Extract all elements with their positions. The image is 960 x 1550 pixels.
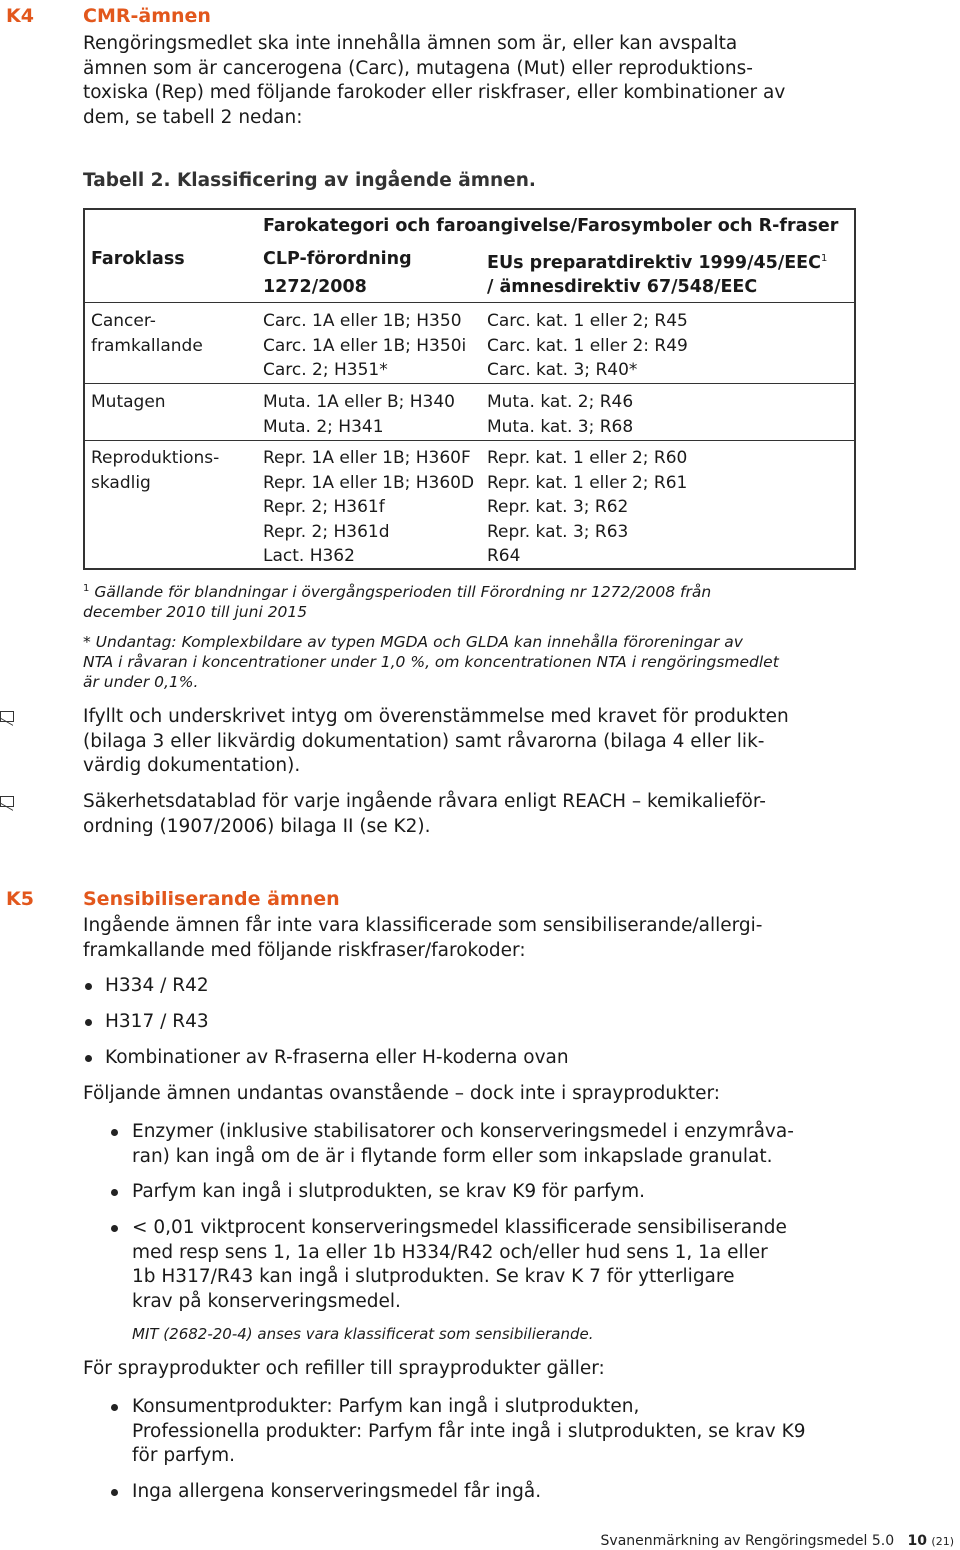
- row-class-repro: [91, 446, 219, 495]
- k5-intro-line: framkallande med följande riskfraser/farokoder:: [83, 939, 526, 961]
- table-caption: Tabell 2. Klassificering av ingående ämnen.: [83, 170, 536, 191]
- exception-item: [132, 1120, 794, 1169]
- bullet-icon: [85, 983, 92, 990]
- cell-text: Repr. kat. 1 eller 2; R60: [487, 448, 688, 468]
- k5-intro: [83, 914, 762, 963]
- col-header-clp: CLP-förordning: [263, 249, 412, 269]
- row-eu-cancer: [487, 309, 688, 383]
- bullet-icon: [111, 1489, 118, 1496]
- spray-line: för parfym.: [132, 1445, 236, 1466]
- cell-text: Muta. kat. 2; R46: [487, 392, 634, 412]
- cell-text: Repr. kat. 1 eller 2; R61: [487, 472, 688, 493]
- k4-intro-line: Rengöringsmedlet ska inte innehålla ämnen som är, eller kan avspalta: [83, 33, 738, 54]
- requirement-line: Ifyllt och underskrivet intyg om överenstämmelse med kravet för produkten: [83, 706, 789, 727]
- section-title-k5: Sensibiliserande ämnen: [83, 888, 340, 910]
- cell-text: Lact. H362: [263, 546, 355, 566]
- cell-text: Reproduktions-: [91, 448, 220, 468]
- cell-text: Muta. 1A eller B; H340: [263, 392, 455, 412]
- cell-text: Carc. kat. 3; R40*: [487, 360, 638, 380]
- footnote-ref: 1: [820, 253, 828, 264]
- cell-text: Carc. 2; H351*: [263, 360, 388, 380]
- col-header-eu-directive: / ämnesdirektiv 67/548/EEC: [487, 277, 758, 297]
- spray-intro: För sprayprodukter och refiller till sprayprodukter gäller:: [83, 1358, 605, 1379]
- k4-intro: [83, 32, 785, 130]
- cell-text: Repr. 1A eller 1B; H360D: [263, 472, 475, 493]
- row-class-cancer: [91, 309, 203, 358]
- classification-table: [83, 208, 856, 570]
- cell-text: skadlig: [91, 472, 151, 493]
- row-eu-repro: [487, 446, 687, 569]
- requirement-doc-2: [83, 790, 766, 839]
- cell-text: Repr. 2; H361d: [263, 521, 390, 542]
- table-divider: [85, 383, 854, 384]
- requirement-doc-1: [83, 705, 789, 779]
- requirement-line: värdig dokumentation).: [83, 755, 301, 776]
- envelope-icon: [0, 796, 14, 807]
- code-item: H317 / R43: [105, 1011, 209, 1032]
- col-header-clp-number: 1272/2008: [263, 277, 367, 297]
- footnote-exception: [83, 632, 779, 692]
- footnote-text: NTA i råvaran i koncentrationer under 1,0 %, om koncentrationen NTA i rengöringsmedlet: [83, 653, 779, 671]
- spray-line: Inga allergena konserveringsmedel får ingå.: [132, 1481, 542, 1502]
- col-header-faroklass: Faroklass: [91, 249, 185, 269]
- spray-item: [132, 1480, 541, 1505]
- footnote-mark: 1: [83, 583, 90, 594]
- k4-intro-line: dem, se tabell 2 nedan:: [83, 106, 303, 128]
- footnote-text: * Undantag: Komplexbildare av typen MGDA och GLDA kan innehålla föroreningar av: [83, 633, 743, 651]
- exception-line: ran) kan ingå om de är i flytande form eller som inkapslade granulat.: [132, 1145, 773, 1167]
- exception-line: 1b H317/R43 kan ingå i slutprodukten. Se krav K 7 för ytterligare: [132, 1266, 735, 1287]
- spray-line: Konsumentprodukter: Parfym kan ingå i slutprodukten,: [132, 1396, 640, 1417]
- cell-text: Muta. 2; H341: [263, 416, 384, 437]
- exception-line: Parfym kan ingå i slutprodukten, se krav K9 för parfym.: [132, 1181, 646, 1202]
- footer-page-total: (21): [931, 1535, 954, 1548]
- row-clp-repro: [263, 446, 474, 569]
- spray-line: Professionella produkter: Parfym får inte ingå i slutprodukten, se krav K9: [132, 1420, 806, 1442]
- bullet-icon: [111, 1189, 118, 1196]
- requirement-line: ordning (1907/2006) bilaga II (se K2).: [83, 815, 431, 837]
- cell-text: Muta. kat. 3; R68: [487, 416, 634, 437]
- envelope-icon: [0, 711, 14, 722]
- exception-item: [132, 1216, 787, 1314]
- requirement-line: Säkerhetsdatablad för varje ingående råvara enligt REACH – kemikalieför-: [83, 791, 766, 812]
- table-divider: [85, 302, 854, 303]
- exception-line: < 0,01 viktprocent konserveringsmedel klassificerade sensibiliserande: [132, 1217, 787, 1238]
- footnote-1: [83, 579, 711, 622]
- row-clp-mutagen: [263, 390, 455, 439]
- table-divider: [85, 440, 854, 441]
- table-group-header: Farokategori och faroangivelse/Farosymboler och R-fraser: [263, 216, 839, 236]
- cell-text: Repr. 1A eller 1B; H360F: [263, 448, 471, 468]
- k4-intro-line: toxiska (Rep) med följande farokoder eller riskfraser, eller kombinationer av: [83, 82, 786, 103]
- page-footer: [601, 1533, 954, 1549]
- requirement-code-k5: K5: [6, 888, 34, 910]
- row-eu-mutagen: [487, 390, 633, 439]
- spray-item: [132, 1395, 806, 1469]
- footer-doc-title: Svanenmärkning av Rengöringsmedel 5.0: [600, 1533, 895, 1549]
- cell-text: framkallande: [91, 335, 203, 356]
- bullet-icon: [111, 1129, 118, 1136]
- code-item: H334 / R42: [105, 975, 209, 996]
- exceptions-intro: Följande ämnen undantas ovanstående – dock inte i sprayprodukter:: [83, 1083, 720, 1104]
- code-item: Kombinationer av R-fraserna eller H-koderna ovan: [105, 1047, 569, 1068]
- bullet-icon: [111, 1225, 118, 1232]
- k5-intro-line: Ingående ämnen får inte vara klassificerade som sensibiliserande/allergi-: [83, 915, 763, 936]
- row-clp-cancer: [263, 309, 466, 383]
- footnote-text: Gällande för blandningar i övergångsperioden till Förordning nr 1272/2008 från: [94, 583, 712, 602]
- cell-text: Repr. 2; H361f: [263, 497, 385, 517]
- exception-line: Enzymer (inklusive stabilisatorer och konserveringsmedel i enzymråva-: [132, 1121, 794, 1142]
- row-class-mutagen: [91, 390, 166, 415]
- bullet-icon: [85, 1019, 92, 1026]
- mit-note: MIT (2682-20-4) anses vara klassificerat som sensibilierande.: [132, 1325, 594, 1343]
- footer-page-number: 10: [907, 1533, 927, 1549]
- k4-intro-line: ämnen som är cancerogena (Carc), mutagena (Mut) eller reproduktions-: [83, 57, 753, 79]
- exception-item: [132, 1180, 645, 1205]
- exception-line: med resp sens 1, 1a eller 1b H334/R42 och/eller hud sens 1, 1a eller: [132, 1241, 768, 1263]
- footnote-text: är under 0,1%.: [83, 673, 199, 691]
- cell-text: Carc. kat. 1 eller 2: R49: [487, 335, 688, 356]
- section-title-k4: CMR-ämnen: [83, 5, 211, 27]
- cell-text: R64: [487, 546, 521, 566]
- requirement-code-k4: K4: [6, 5, 34, 27]
- bullet-icon: [111, 1404, 118, 1411]
- footnote-text: december 2010 till juni 2015: [83, 603, 308, 622]
- col-header-eu-text: EUs preparatdirektiv 1999/45/EEC: [487, 252, 821, 273]
- cell-text: Carc. 1A eller 1B; H350: [263, 311, 462, 331]
- exception-line: krav på konserveringsmedel.: [132, 1290, 401, 1312]
- cell-text: Repr. kat. 3; R62: [487, 497, 629, 517]
- cell-text: Repr. kat. 3; R63: [487, 521, 629, 542]
- cell-text: Carc. kat. 1 eller 2; R45: [487, 311, 688, 331]
- cell-text: Carc. 1A eller 1B; H350i: [263, 335, 467, 356]
- cell-text: Mutagen: [91, 392, 166, 412]
- requirement-line: (bilaga 3 eller likvärdig dokumentation) samt råvarorna (bilaga 4 eller lik-: [83, 730, 765, 752]
- bullet-icon: [85, 1055, 92, 1062]
- cell-text: Cancer-: [91, 311, 156, 331]
